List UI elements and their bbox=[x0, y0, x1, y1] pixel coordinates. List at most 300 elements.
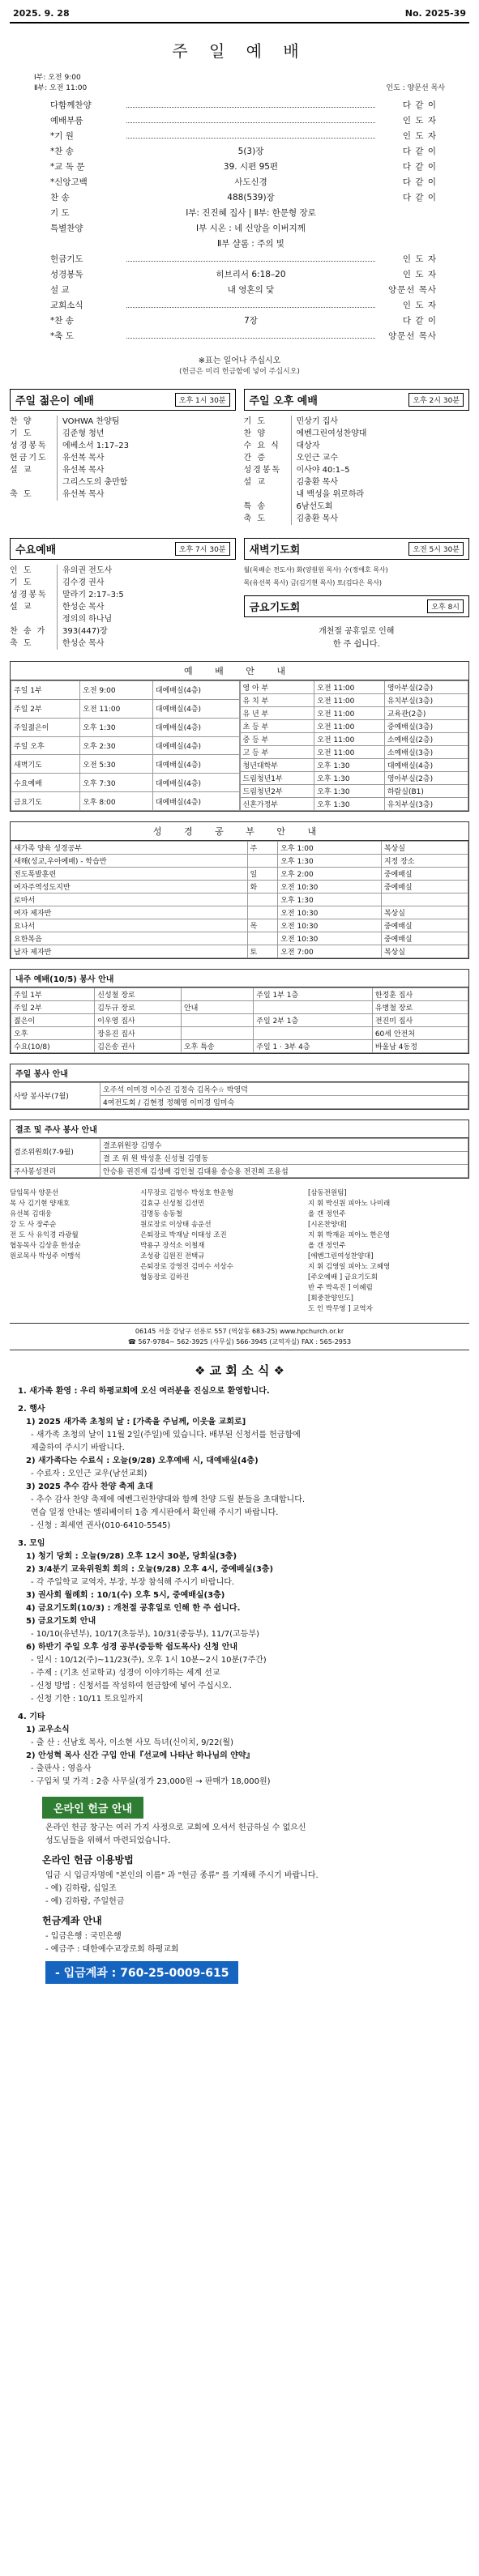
staff-pastors bbox=[10, 1188, 134, 1315]
bible-study-cell bbox=[381, 893, 468, 906]
order-note-sub: (헌금은 미리 헌금함에 넣어 주십시오) bbox=[179, 368, 300, 376]
order-item-content: 5(3)장 bbox=[237, 147, 264, 156]
lord-supper-table bbox=[11, 1082, 468, 1109]
news-line: - 신청 방법 : 신청서를 작성하여 헌금함에 넣어 주십시오. bbox=[31, 1682, 233, 1691]
duty-cell: 주일 2부 bbox=[11, 1001, 95, 1014]
dawn-friday bbox=[244, 538, 470, 651]
worship-guide-cell: 주일 2부 bbox=[11, 699, 80, 718]
friday-msg-2: 한 주 쉽니다. bbox=[332, 640, 380, 649]
bible-study-cell bbox=[247, 893, 278, 906]
order-item-name: *기 원 bbox=[50, 131, 74, 141]
online-guide-line: 입금 시 입금자명에 "본인의 이름" 과 "헌금 종류" 를 기재해 주시기 바랍니다. bbox=[45, 1871, 319, 1880]
bible-study-cell: 여자주역성도지반 bbox=[11, 881, 248, 893]
order-item-dots bbox=[126, 255, 375, 262]
worship-guide-cell: 오전 11:00 bbox=[314, 681, 385, 694]
worship-guide-cell: 하람실(B1) bbox=[384, 785, 468, 798]
online-example-2: - 예) 김하람, 주일헌금 bbox=[45, 1897, 125, 1906]
worship-guide-row bbox=[240, 720, 468, 733]
offering-r3-val: 안승용 권진재 김성배 김인철 김대용 송승용 전진희 조용섭 bbox=[101, 1165, 468, 1178]
bible-study-cell: 여자 제자반 bbox=[11, 906, 248, 919]
order-item-content: 7장 bbox=[244, 316, 258, 326]
worship-guide-cell: 교육관(2층) bbox=[384, 707, 468, 720]
order-item-name: 헌금기도 bbox=[50, 254, 83, 264]
worship-guide-row bbox=[11, 736, 240, 755]
order-item-name: 설 교 bbox=[50, 285, 70, 295]
worship-guide-row bbox=[240, 746, 468, 759]
order-item-content: 내 영혼의 닻 bbox=[227, 285, 275, 295]
afternoon-row-key: 설 교 bbox=[243, 478, 267, 487]
staff-line: 김효규 신성철 김선민 bbox=[140, 1200, 205, 1208]
bible-study-row bbox=[11, 868, 468, 881]
worship-guide-cell: 영아부실(2층) bbox=[384, 772, 468, 785]
news-line: 4. 기타 bbox=[18, 1712, 45, 1721]
wednesday-row-key: 기 도 bbox=[10, 578, 33, 587]
order-item-content: 히브리서 6:18–20 bbox=[216, 270, 286, 279]
worship-guide bbox=[10, 661, 469, 812]
bible-study-cell: 일 bbox=[247, 868, 278, 881]
youth-row-value: 김준형 청년 bbox=[57, 428, 236, 440]
worship-guide-cell: 소예배실(3층) bbox=[384, 746, 468, 759]
youth-row-key: 기 도 bbox=[10, 429, 33, 438]
order-item-leader: 양문선 목사 bbox=[387, 331, 437, 341]
afternoon-row-value: 민상기 집사 bbox=[291, 416, 470, 428]
bulletin-number: No. 2025-39 bbox=[404, 8, 466, 19]
address-line-2: ☎ 567-9784~ 562-3925 (사무실) 566-3945 (교역자실) FAX : 565-2953 bbox=[127, 1338, 352, 1346]
duty-cell: 한정훈 집사 bbox=[372, 988, 468, 1001]
worship-guide-cell: 중예배실(3층) bbox=[384, 720, 468, 733]
wednesday-row bbox=[10, 613, 236, 625]
news-line: 1) 2025 새가족 초청의 날 : [가족을 주님께, 이웃을 교회로] bbox=[26, 1418, 246, 1427]
order-item-leader: 인 도 자 bbox=[402, 116, 437, 126]
order-item-name: 다함께찬양 bbox=[50, 100, 92, 110]
afternoon-row-value: 6남선도회 bbox=[291, 501, 470, 513]
worship-guide-row bbox=[240, 772, 468, 785]
worship-guide-cell: 대예배실(4층) bbox=[152, 681, 239, 700]
afternoon-row-value: 에벤그린여성찬양대 bbox=[291, 428, 470, 440]
bible-study-row bbox=[11, 906, 468, 919]
bible-study-cell: 남자 제자반 bbox=[11, 945, 248, 958]
afternoon-row-key: 찬 양 bbox=[243, 429, 267, 438]
worship-guide-cell: 오후 8:00 bbox=[80, 792, 153, 811]
wednesday-row bbox=[10, 565, 236, 577]
afternoon-row bbox=[244, 476, 470, 488]
order-item-leader: 다 같 이 bbox=[402, 193, 437, 203]
staff-line: 지 휘 김영일 피아노 고혜영 bbox=[308, 1263, 391, 1271]
wednesday-row-value: 말라기 2:17–3:5 bbox=[57, 589, 236, 601]
bible-study-cell: 복상실 bbox=[381, 945, 468, 958]
order-note-main: ※표는 일어나 주십시오 bbox=[198, 356, 281, 365]
friday-msg-1: 개천절 공휴일로 인해 bbox=[319, 627, 395, 636]
bible-study-cell: 중예배실 bbox=[381, 919, 468, 932]
staff-line: 지 휘 박재윤 피아노 한은영 bbox=[308, 1231, 391, 1239]
bulletin-date: 2025. 9. 28 bbox=[13, 8, 70, 19]
bible-study-cell: 지정 장소 bbox=[381, 855, 468, 868]
church-news bbox=[10, 1385, 469, 1789]
services-row-2 bbox=[10, 538, 469, 651]
wednesday-row-value: 393(447)장 bbox=[57, 625, 236, 638]
youth-row-value: 유선복 목사 bbox=[57, 488, 236, 501]
duty-cell: 김은송 권사 bbox=[95, 1040, 182, 1053]
order-item-name: 교회소식 bbox=[50, 301, 83, 310]
worship-guide-cell: 유 치 부 bbox=[240, 694, 314, 707]
staff-line: [주오예배 ] 금요기도회 bbox=[308, 1273, 378, 1282]
staff-line: [에벤그린여성찬양대] bbox=[308, 1252, 374, 1260]
youth-row-value: 유선복 목사 bbox=[57, 452, 236, 464]
worship-guide-cell: 오전 11:00 bbox=[80, 699, 153, 718]
offering-title: 결조 및 주사 봉사 안내 bbox=[11, 1120, 468, 1138]
church-address bbox=[10, 1323, 469, 1350]
order-row bbox=[50, 284, 437, 299]
wednesday-row-value: 한성순 목사 bbox=[57, 601, 236, 613]
worship-guide-row bbox=[11, 681, 240, 700]
wednesday-row-value: 한성순 목사 bbox=[57, 638, 236, 650]
worship-guide-cell: 대예배실(4층) bbox=[384, 759, 468, 772]
worship-guide-cell: 드림청년1부 bbox=[240, 772, 314, 785]
order-row bbox=[50, 191, 437, 207]
news-line: - 일시 : 10/12(주)~11/23(주), 오후 1시 10분~2시 10분(7주간) bbox=[31, 1656, 267, 1665]
duty-cell: 바울남 4동정 bbox=[372, 1040, 468, 1053]
worship-guide-row bbox=[240, 733, 468, 746]
bible-study-cell: 로마서 bbox=[11, 893, 248, 906]
offering-r2-val: 결 조 위 원 박성훈 신성철 김영동 bbox=[101, 1152, 468, 1165]
youth-row-key: 성경봉독 bbox=[10, 441, 48, 450]
staff-line: 올 갠 정인주 bbox=[308, 1210, 346, 1218]
bible-study-cell: 오전 10:30 bbox=[278, 906, 382, 919]
staff-line: [삼동전원팀] bbox=[308, 1189, 347, 1197]
youth-row-key bbox=[10, 476, 57, 488]
afternoon-row-key: 기 도 bbox=[243, 417, 267, 426]
staff-line: 반 주 박옥진 ] 이혜림 bbox=[308, 1284, 373, 1292]
order-row bbox=[50, 160, 437, 176]
bible-study-cell: 요나서 bbox=[11, 919, 248, 932]
order-item-dots bbox=[126, 301, 375, 308]
duty-cell: 유병철 장로 bbox=[372, 1001, 468, 1014]
bible-study-cell: 화 bbox=[247, 881, 278, 893]
bible-study-cell: 오전 7:00 bbox=[278, 945, 382, 958]
worship-guide-cell: 오후 1:30 bbox=[314, 759, 385, 772]
duty-row bbox=[11, 1040, 468, 1053]
worship-guide-cell: 신혼가정부 bbox=[240, 798, 314, 811]
order-item-name: *축 도 bbox=[50, 331, 74, 341]
wednesday-rows bbox=[10, 565, 236, 650]
lord-supper-title: 주일 봉사 안내 bbox=[11, 1064, 468, 1082]
duty-row bbox=[11, 988, 468, 1001]
staff-line: 원로장로 이상태 송운선 bbox=[140, 1221, 212, 1229]
news-line: 연습 일정 안내는 엘리베이터 1층 게시판에서 확인해 주시기 바랍니다. bbox=[31, 1508, 279, 1517]
worship-guide-cell: 고 등 부 bbox=[240, 746, 314, 759]
news-line: - 신청 기한 : 10/11 토요일까지 bbox=[31, 1695, 143, 1704]
youth-row bbox=[10, 488, 236, 501]
news-line: - 출 산 : 신남호 목사, 이소현 사모 득녀(신이치, 9/22(월) bbox=[31, 1738, 233, 1747]
bible-study-cell: 오전 10:30 bbox=[278, 919, 382, 932]
wednesday-row-key: 인 도 bbox=[10, 566, 33, 575]
afternoon-row bbox=[244, 464, 470, 476]
worship-guide-cell: 오전 11:00 bbox=[314, 720, 385, 733]
bible-study-cell: 토 bbox=[247, 945, 278, 958]
order-item-leader: 인 도 자 bbox=[402, 254, 437, 264]
order-item-leader: 인 도 자 bbox=[402, 301, 437, 310]
afternoon-row-value: 김충환 목사 bbox=[291, 513, 470, 525]
staff-line: 원로목사 박성주 이맹석 bbox=[10, 1252, 81, 1260]
order-item-dots bbox=[126, 132, 375, 139]
youth-row-key: 설 교 bbox=[10, 466, 33, 475]
worship-guide-cell: 유 년 부 bbox=[240, 707, 314, 720]
bible-study-row bbox=[11, 881, 468, 893]
news-line: - 새가족 초청의 날이 11월 2일(주일)에 있습니다. 배부된 신청서를 헌금함에 bbox=[31, 1431, 301, 1439]
account-info bbox=[10, 1930, 469, 1956]
staff-line: 은퇴장로 강영진 김미수 서상수 bbox=[140, 1263, 233, 1271]
wednesday-row bbox=[10, 601, 236, 613]
wednesday-row-value: 정의의 하나님 bbox=[57, 613, 236, 625]
worship-guide-cell: 대예배실(4층) bbox=[152, 718, 239, 736]
worship-guide-cell: 오전 5:30 bbox=[80, 755, 153, 774]
worship-guide-cell: 청년대학부 bbox=[240, 759, 314, 772]
worship-guide-cell: 주일 오후 bbox=[11, 736, 80, 755]
worship-guide-cell: 오후 1:30 bbox=[314, 785, 385, 798]
order-row bbox=[50, 222, 437, 237]
order-item-content: Ⅱ부 샬롬 : 주의 빛 bbox=[217, 239, 284, 249]
worship-guide-cell: 오전 11:00 bbox=[314, 746, 385, 759]
worship-guide-row bbox=[240, 759, 468, 772]
youth-row-value: VOHWA 찬양팀 bbox=[57, 416, 236, 428]
order-item-name: 예배부름 bbox=[50, 116, 83, 126]
duty-title: 내주 예배(10/5) 봉사 안내 bbox=[11, 970, 468, 987]
duty-cell: 60세 안전처 bbox=[372, 1027, 468, 1040]
youth-service bbox=[10, 389, 236, 525]
duty-cell: 전진미 집사 bbox=[372, 1014, 468, 1027]
worship-guide-left bbox=[11, 680, 240, 811]
order-item-leader: 다 같 이 bbox=[402, 100, 437, 110]
duty-cell: 주일 1 · 3부 4층 bbox=[254, 1040, 373, 1053]
youth-row bbox=[10, 416, 236, 428]
news-line: - 주제 : (기초 선교학교) 성경이 이야기하는 세계 선교 bbox=[31, 1669, 220, 1678]
staff-line: 도 인 박무영 ] 교역자 bbox=[308, 1305, 373, 1313]
duty-cell: 이우영 집사 bbox=[95, 1014, 182, 1027]
duty-cell: 젊은이 bbox=[11, 1014, 95, 1027]
offering-guide bbox=[10, 1120, 469, 1179]
youth-row-value: 그리스도의 충만함 bbox=[57, 476, 236, 488]
duty-row bbox=[11, 1001, 468, 1014]
staff-elders bbox=[140, 1188, 302, 1315]
order-row bbox=[50, 207, 437, 222]
bible-study-row bbox=[11, 855, 468, 868]
staff-line: 박용구 장석소 이철재 bbox=[140, 1242, 205, 1250]
worship-order bbox=[50, 99, 437, 345]
worship-guide-cell: 오후 2:30 bbox=[80, 736, 153, 755]
worship-guide-row bbox=[11, 718, 240, 736]
news-line: 1. 새가족 환영 : 우리 하평교회에 오신 여러분을 진심으로 환영합니다. bbox=[18, 1387, 270, 1396]
order-row bbox=[50, 253, 437, 268]
staff-line: 올 갠 정인주 bbox=[308, 1242, 346, 1250]
dawn-title: 새벽기도회 bbox=[249, 544, 301, 557]
news-line: 제출하여 주시기 바랍니다. bbox=[31, 1444, 125, 1452]
bible-study-table bbox=[11, 841, 468, 958]
news-line: 5) 금요기도회 안내 bbox=[26, 1617, 96, 1626]
bible-study-row bbox=[11, 932, 468, 945]
news-title: ❖ 교 회 소 식 ❖ bbox=[195, 1363, 284, 1378]
news-line: 3) 권사회 월례회 : 10/1(수) 오후 5시, 중예배실(3층) bbox=[26, 1591, 225, 1600]
wednesday-row-key bbox=[10, 613, 57, 625]
order-row bbox=[50, 114, 437, 130]
duty-row bbox=[11, 1014, 468, 1027]
second-service-time: Ⅱ부: 오전 11:00 bbox=[34, 84, 88, 92]
staff-line: 담임목사 양문선 bbox=[10, 1189, 59, 1197]
duty-cell bbox=[181, 1027, 253, 1040]
friday-message bbox=[244, 625, 470, 651]
staff-line: 목 사 김기현 양재호 bbox=[10, 1200, 70, 1208]
duty-row bbox=[11, 1027, 468, 1040]
wednesday-row bbox=[10, 638, 236, 650]
wednesday-row bbox=[10, 589, 236, 601]
worship-guide-cell: 대예배실(4층) bbox=[152, 755, 239, 774]
order-item-name: 기 도 bbox=[50, 208, 70, 218]
wednesday-row-key: 성경봉독 bbox=[10, 591, 48, 599]
afternoon-row-key: 수 요 식 bbox=[243, 441, 280, 450]
account-holder: - 예금주 : 대한예수교장로회 하평교회 bbox=[45, 1945, 179, 1954]
worship-guide-right bbox=[240, 680, 469, 811]
worship-guide-cell: 대예배실(4층) bbox=[152, 699, 239, 718]
order-item-leader: 다 같 이 bbox=[402, 177, 437, 187]
order-item-content: Ⅰ부 시온 : 네 신앙을 이버지께 bbox=[196, 224, 306, 233]
worship-guide-cell: 영 아 부 bbox=[240, 681, 314, 694]
youth-row-key: 헌금기도 bbox=[10, 454, 48, 463]
offering-r3-key: 주사봉성전리 bbox=[11, 1165, 101, 1178]
duty-cell bbox=[181, 1014, 253, 1027]
news-line: 2) 안성혁 목사 신간 구입 안내『선교에 나타난 하나님의 얀약』 bbox=[26, 1751, 254, 1760]
bible-study-cell: 오후 2:00 bbox=[278, 868, 382, 881]
bible-study-cell bbox=[247, 855, 278, 868]
worship-guide-cell: 대예배실(4층) bbox=[152, 774, 239, 792]
bible-study-cell: 주 bbox=[247, 842, 278, 855]
header-bar bbox=[10, 0, 469, 23]
afternoon-row-key: 특 송 bbox=[243, 502, 267, 511]
duty-cell: 김두규 장로 bbox=[95, 1001, 182, 1014]
worship-guide-cell: 중 등 부 bbox=[240, 733, 314, 746]
offering-r1-key: 결조위원회(7-9월) bbox=[11, 1139, 101, 1165]
staff-choirs bbox=[308, 1188, 469, 1315]
bible-study-cell: 오전 10:30 bbox=[278, 932, 382, 945]
youth-row bbox=[10, 440, 236, 452]
afternoon-row bbox=[244, 428, 470, 440]
offering-table bbox=[11, 1138, 468, 1178]
news-line: - 각 주일학교 교역자, 부장, 부장 참석해 주시기 바랍니다. bbox=[31, 1578, 235, 1587]
worship-guide-row bbox=[11, 792, 240, 811]
order-item-content: 사도신경 bbox=[234, 177, 267, 187]
order-item-leader: 인 도 자 bbox=[402, 131, 437, 141]
bible-study-cell: 중예배실 bbox=[381, 881, 468, 893]
order-item-leader: 다 같 이 bbox=[402, 316, 437, 326]
staff-line: 지 휘 박신원 피아노 나미래 bbox=[308, 1200, 391, 1208]
worship-guide-cell: 유치부실(3층) bbox=[384, 694, 468, 707]
wednesday-title: 수요예배 bbox=[15, 544, 57, 557]
bible-study-cell: 새가족 양육 성경공부 bbox=[11, 842, 248, 855]
staff-line: 협동장로 김하진 bbox=[140, 1273, 190, 1282]
account-title: 헌금계좌 안내 bbox=[42, 1915, 102, 1926]
bible-study-cell: 복상실 bbox=[381, 842, 468, 855]
news-line: 6) 하반기 주일 오후 성경 공부(중등학 쉼도목사) 신청 안내 bbox=[26, 1643, 238, 1652]
order-item-dots bbox=[126, 332, 375, 339]
worship-guide-row bbox=[240, 707, 468, 720]
wednesday-row bbox=[10, 625, 236, 638]
online-offering-banner: 온라인 헌금 안내 bbox=[42, 1797, 143, 1819]
youth-row-value: 유선복 목사 bbox=[57, 464, 236, 476]
youth-row bbox=[10, 428, 236, 440]
page-title: 주 일 예 배 bbox=[172, 41, 307, 61]
duty-cell: 안내 bbox=[181, 1001, 253, 1014]
afternoon-title: 주일 오후 예배 bbox=[249, 395, 318, 407]
worship-guide-row bbox=[11, 699, 240, 718]
worship-guide-cell: 오후 1:30 bbox=[80, 718, 153, 736]
offering-r1-val: 결조위원장 김영수 bbox=[101, 1139, 468, 1152]
worship-guide-cell: 오전 9:00 bbox=[80, 681, 153, 700]
order-item-name: 찬 송 bbox=[50, 193, 70, 203]
order-item-name: 성경봉독 bbox=[50, 270, 83, 279]
duty-cell bbox=[254, 1001, 373, 1014]
worship-guide-row bbox=[240, 694, 468, 707]
order-row bbox=[50, 268, 437, 284]
worship-guide-title: 예 배 안 내 bbox=[11, 662, 468, 680]
order-row bbox=[50, 330, 437, 345]
afternoon-row-key: 성경봉독 bbox=[243, 466, 282, 475]
bible-study-row bbox=[11, 945, 468, 958]
youth-row-key: 축 도 bbox=[10, 490, 33, 499]
afternoon-row-value: 이사야 40:1–5 bbox=[291, 464, 470, 476]
staff-line: 강 도 사 장주순 bbox=[10, 1221, 57, 1229]
bible-study-cell: 새해(성교,우아예배) - 학습반 bbox=[11, 855, 248, 868]
dawn-note-2: 목(유선복 목사) 금(김기현 목사) 토(김다은 목사) bbox=[243, 579, 383, 586]
worship-guide-cell: 오후 7:30 bbox=[80, 774, 153, 792]
online-example-1: - 예) 김하람, 십일조 bbox=[45, 1884, 117, 1893]
order-item-leader: 양문선 목사 bbox=[387, 285, 437, 295]
duty-table bbox=[11, 987, 468, 1053]
bible-study-cell: 오후 1:30 bbox=[278, 855, 382, 868]
order-note bbox=[10, 353, 469, 376]
order-row bbox=[50, 176, 437, 191]
service-leader: 인도 : 양문선 목사 bbox=[386, 84, 445, 92]
bible-study-row bbox=[11, 893, 468, 906]
service-times bbox=[10, 71, 469, 92]
worship-guide-cell: 오전 11:00 bbox=[314, 707, 385, 720]
news-line: 1) 교우소식 bbox=[26, 1725, 70, 1734]
worship-guide-row bbox=[11, 755, 240, 774]
duty-cell: 수요(10/8) bbox=[11, 1040, 95, 1053]
order-item-leader: 다 같 이 bbox=[402, 162, 437, 172]
youth-row bbox=[10, 476, 236, 488]
online-guide bbox=[10, 1870, 469, 1909]
order-item-dots bbox=[126, 117, 375, 123]
bible-study-cell: 목 bbox=[247, 919, 278, 932]
worship-guide-cell: 금요기도 bbox=[11, 792, 80, 811]
wednesday-row-key: 축 도 bbox=[10, 639, 33, 648]
wednesday-service bbox=[10, 538, 236, 651]
afternoon-row bbox=[244, 440, 470, 452]
worship-guide-cell: 오후 1:30 bbox=[314, 772, 385, 785]
news-line: - 10/10(유년부), 10/17(초등부), 10/31(중등부), 11/7(고등부) bbox=[31, 1630, 259, 1639]
afternoon-row bbox=[244, 488, 470, 501]
worship-guide-row bbox=[11, 774, 240, 792]
order-item-name: *찬 송 bbox=[50, 316, 74, 326]
news-line: 2) 새가족다는 수료식 : 오늘(9/28) 오후예배 시, 대예배실(4층) bbox=[26, 1456, 259, 1465]
worship-guide-cell: 오전 11:00 bbox=[314, 733, 385, 746]
order-item-name: 특별찬양 bbox=[50, 224, 83, 233]
afternoon-row-key: 간 증 bbox=[243, 454, 267, 463]
online-p2: 성도님들을 위해서 마련되었습니다. bbox=[45, 1836, 171, 1845]
order-item-name: *신앙고백 bbox=[50, 177, 88, 187]
afternoon-row-value: 김충환 목사 bbox=[291, 476, 470, 488]
duty-cell: 주일 1부 1층 bbox=[254, 988, 373, 1001]
staff-line: 협동목사 김상훈 한성순 bbox=[10, 1242, 81, 1250]
bible-study-cell: 전도폭발훈련 bbox=[11, 868, 248, 881]
